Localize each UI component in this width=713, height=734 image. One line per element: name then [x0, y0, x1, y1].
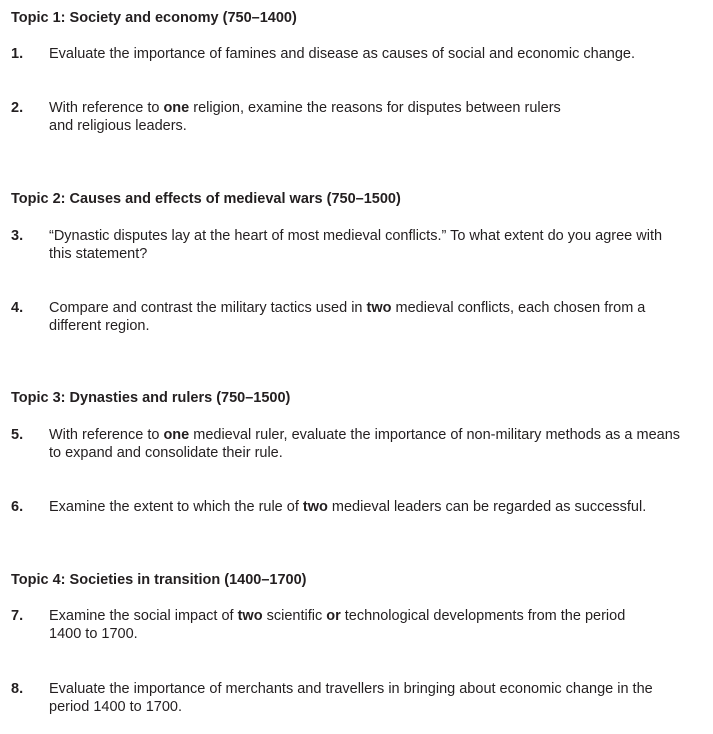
- question-text-part: With reference to: [49, 100, 164, 116]
- question-number: 2.: [11, 100, 24, 116]
- question-text-part: Evaluate the importance of famines and disease as causes of social and economic change.: [49, 46, 635, 62]
- question-text-part: period 1400 to 1700.: [49, 699, 183, 715]
- question-text: [49, 299, 711, 335]
- question-number: 5.: [11, 427, 24, 443]
- question-2: [11, 99, 711, 135]
- question-text-part: scientific: [262, 608, 327, 624]
- question-number: 1.: [11, 46, 24, 62]
- topic-1-heading: Topic 1: Society and economy (750–1400): [11, 10, 297, 26]
- topic-3-heading: Topic 3: Dynasties and rulers (750–1500): [11, 390, 291, 406]
- question-text-part: Examine the extent to which the rule of: [49, 499, 303, 515]
- question-text-part: this statement?: [49, 246, 148, 262]
- question-number: 7.: [11, 608, 24, 624]
- question-text-part: medieval conflicts, each chosen from a: [391, 300, 646, 316]
- question-text-part: and religious leaders.: [49, 118, 187, 134]
- question-text-part: With reference to: [49, 427, 164, 443]
- question-text-part: Examine the social impact of: [49, 608, 238, 624]
- question-text-part: Compare and contrast the military tactics used in: [49, 300, 367, 316]
- question-text-part: “Dynastic disputes lay at the heart of most medieval conflicts.” To what extent do you agree with: [49, 228, 663, 244]
- question-3: [11, 227, 711, 263]
- question-text: [49, 680, 711, 716]
- question-text: [49, 227, 711, 263]
- question-7: [11, 607, 711, 643]
- question-text-part: Evaluate the importance of merchants and travellers in bringing about economic change in the: [49, 681, 653, 697]
- question-text: [49, 99, 711, 135]
- question-text-part: different region.: [49, 318, 150, 334]
- question-8: [11, 680, 711, 716]
- question-text: [49, 498, 711, 516]
- topic-4-heading: Topic 4: Societies in transition (1400–1700): [11, 572, 307, 588]
- question-6: [11, 498, 711, 516]
- emphasis-text: one: [163, 427, 190, 443]
- question-text-part: medieval leaders can be regarded as successful.: [327, 499, 647, 515]
- question-number: 3.: [11, 228, 24, 244]
- question-text-part: to expand and consolidate their rule.: [49, 445, 283, 461]
- question-5: [11, 426, 711, 462]
- question-text: [49, 426, 711, 462]
- question-number: 4.: [11, 300, 24, 316]
- question-1: [11, 45, 711, 63]
- question-text-part: medieval ruler, evaluate the importance of non-military methods as a means: [189, 427, 681, 443]
- topic-2-heading: Topic 2: Causes and effects of medieval wars (750–1500): [11, 191, 401, 207]
- question-4: [11, 299, 711, 335]
- emphasis-text: two: [237, 608, 263, 624]
- emphasis-text: or: [326, 608, 341, 624]
- emphasis-text: two: [302, 499, 328, 515]
- question-number: 6.: [11, 499, 24, 515]
- question-number: 8.: [11, 681, 24, 697]
- question-text-part: 1400 to 1700.: [49, 626, 138, 642]
- question-text-part: religion, examine the reasons for disputes between rulers: [189, 100, 561, 116]
- question-text: [49, 607, 711, 643]
- emphasis-text: two: [366, 300, 392, 316]
- emphasis-text: one: [163, 100, 190, 116]
- question-text-part: technological developments from the period: [340, 608, 626, 624]
- question-text: [49, 45, 711, 63]
